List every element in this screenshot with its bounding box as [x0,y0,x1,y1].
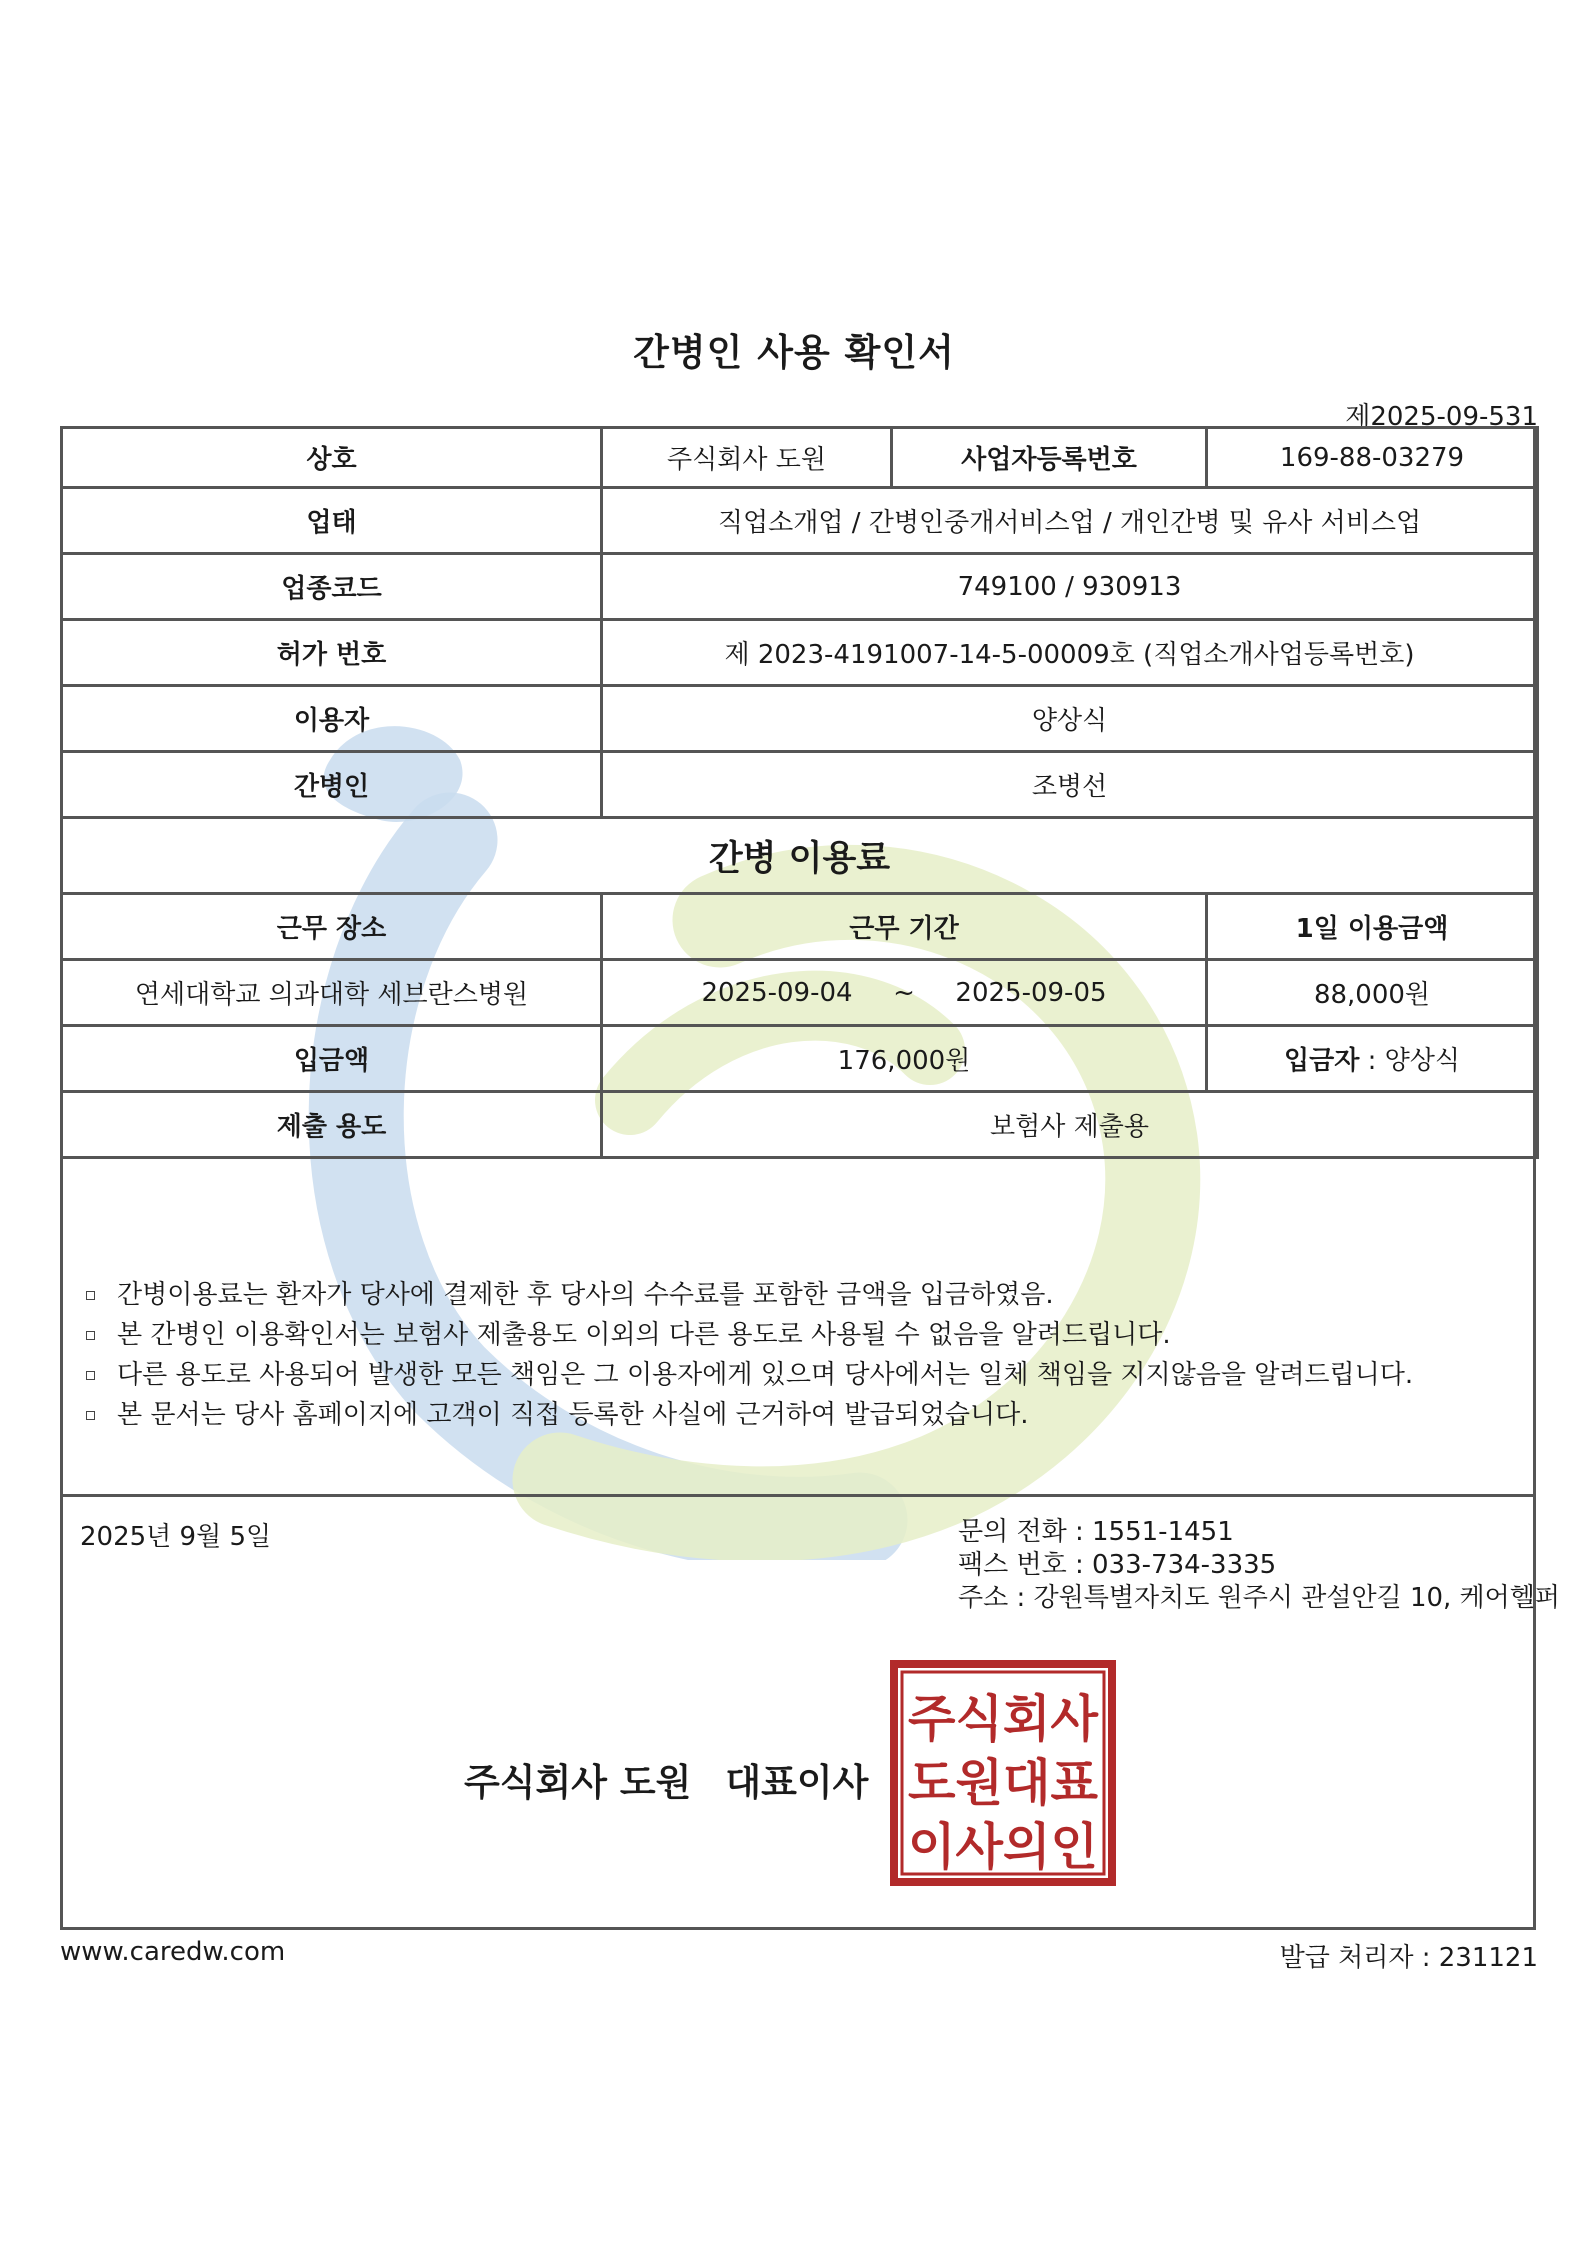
processor-id: 발급 처리자 : 231121 [1279,1943,1538,1973]
seal-row-2: 도원대표 [908,1754,1099,1812]
contact-info [958,1516,1560,1615]
table-row [62,428,1538,488]
deposit-value: 176,000원 [602,1026,1207,1092]
depositor-value: : 양상식 [1359,1046,1460,1076]
website-link[interactable]: www.caredw.com [60,1937,286,1967]
purpose-label: 제출 용도 [62,1092,602,1158]
signer-company: 주식회사 도원 [464,1761,692,1804]
table-row [62,818,1538,894]
document-title: 간병인 사용 확인서 [633,331,955,374]
company-label: 상호 [62,428,602,488]
table-row [62,1026,1538,1092]
license-label: 허가 번호 [62,620,602,686]
fee-heading: 간병 이용료 [62,818,1538,894]
contact-fax: 팩스 번호 : 033-734-3335 [958,1550,1277,1580]
company-value: 주식회사 도원 [602,428,892,488]
industry-code-value: 749100 / 930913 [602,554,1538,620]
deposit-label: 입금액 [62,1026,602,1092]
depositor-label: 입금자 [1284,1046,1360,1076]
business-label: 업태 [62,488,602,554]
contact-phone: 문의 전화 : 1551-1451 [958,1517,1234,1547]
work-place-label: 근무 장소 [62,894,602,960]
bullet-icon [86,1371,95,1380]
issue-date: 2025년 9월 5일 [80,1522,272,1552]
table-row [62,960,1538,1026]
table-row [62,752,1538,818]
caregiver-value: 조병선 [602,752,1538,818]
bullet-icon [86,1411,95,1420]
bullet-icon [86,1331,95,1340]
period-end: 2025-09-05 [955,977,1107,1008]
work-period-label: 근무 기간 [602,894,1207,960]
work-place-value: 연세대학교 의과대학 세브란스병원 [62,960,602,1026]
list-item: 본 간병인 이용확인서는 보험사 제출용도 이외의 다른 용도로 사용될 수 없음을 알려드립니다. [86,1315,1413,1355]
reg-number-label: 사업자등록번호 [892,428,1207,488]
company-seal [890,1660,1116,1886]
contact-address: 주소 : 강원특별자치도 원주시 관설안길 10, 케어헬퍼 [958,1583,1561,1613]
daily-amount-label: 1일 이용금액 [1207,894,1538,960]
table-row [62,554,1538,620]
period-start: 2025-09-04 [701,977,853,1008]
list-item: 다른 용도로 사용되어 발생한 모든 책임은 그 이용자에게 있으며 당사에서는 일체 책임을 지지않음을 알려드립니다. [86,1355,1413,1395]
user-label: 이용자 [62,686,602,752]
section-divider [60,1494,1536,1497]
industry-code-label: 업종코드 [62,554,602,620]
bullet-icon [86,1291,95,1300]
period-separator: ~ [893,977,915,1008]
table-row [62,1092,1538,1158]
notes-list [86,1275,1413,1435]
daily-amount-value: 88,000원 [1207,960,1538,1026]
signer-title: 대표이사 [725,1761,869,1804]
work-period-value [602,960,1207,1026]
business-value: 직업소개업 / 간병인중개서비스업 / 개인간병 및 유사 서비스업 [602,488,1538,554]
caregiver-label: 간병인 [62,752,602,818]
seal-row-1: 주식회사 [908,1690,1099,1748]
table-row [62,488,1538,554]
list-item: 간병이용료는 환자가 당사에 결제한 후 당사의 수수료를 포함한 금액을 입금하였음. [86,1275,1413,1315]
purpose-value: 보험사 제출용 [602,1092,1538,1158]
depositor-cell [1207,1026,1538,1092]
table-row [62,686,1538,752]
document-number: 제2025-09-531 [1345,402,1538,432]
seal-row-3: 이사의인 [908,1818,1098,1876]
signer [464,1752,868,1806]
license-value: 제 2023-4191007-14-5-00009호 (직업소개사업등록번호) [602,620,1538,686]
list-item: 본 문서는 당사 홈페이지에 고객이 직접 등록한 사실에 근거하여 발급되었습니다. [86,1395,1413,1435]
user-value: 양상식 [602,686,1538,752]
table-row [62,894,1538,960]
table-row [62,620,1538,686]
reg-number-value: 169-88-03279 [1207,428,1538,488]
info-table [60,426,1539,1159]
